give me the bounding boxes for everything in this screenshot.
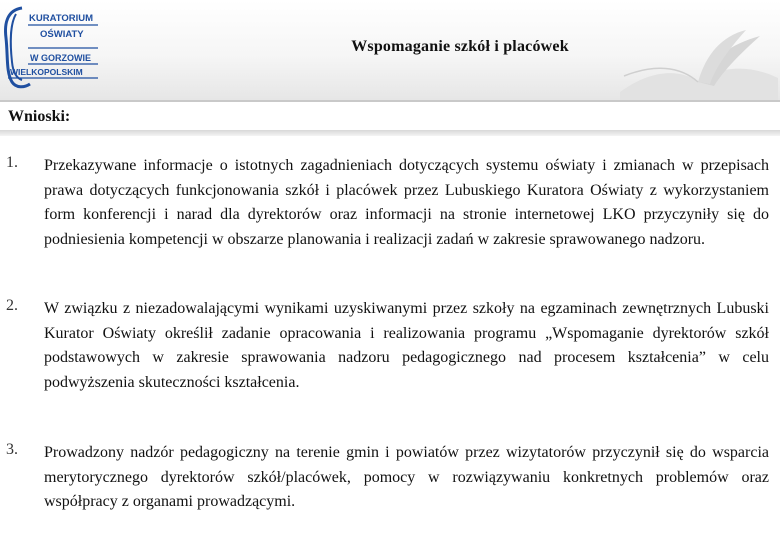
- section-bar: [0, 130, 780, 136]
- section-label: Wnioski:: [8, 108, 71, 125]
- svg-text:KURATORIUM: KURATORIUM: [29, 13, 94, 24]
- svg-text:OŚWIATY: OŚWIATY: [40, 29, 84, 40]
- header-divider: [0, 100, 780, 102]
- item-text: W związku z niezadowalającymi wynikami uzyskiwanymi przez szkoły na egzaminach zewnętrznych Lubuski Kurator Oświaty określił zadanie opracowania i realizowania programu „Wspomaganie dyrektorów szkół podstawowych w zakresie sprawowania nadzoru pedagogicznego nad procesem kształcenia” w celu podwyższenia skuteczności kształcenia.: [44, 300, 769, 391]
- kuratorium-logo: [2, 4, 106, 90]
- slide-header: [0, 0, 780, 100]
- svg-text:WIELKOPOLSKIM: WIELKOPOLSKIM: [10, 67, 83, 77]
- item-number: 2.: [6, 297, 18, 314]
- item-text: Prowadzony nadzór pedagogiczny na terenie gmin i powiatów przez wizytatorów przyczynił się do wsparcia merytorycznego dyrektorów szkół/placówek, pomocy w rozwiązywaniu konkretnych problemów oraz współpracy z organami prowadzącymi.: [44, 444, 769, 510]
- item-text: Przekazywane informacje o istotnych zagadnieniach dotyczących systemu oświaty i zmianach w przepisach prawa dotyczących funkcjonowania szkół i placówek przez Lubuskiego Kuratora Oświaty z wykorzystaniem form konferencji i narad dla dyrektorów oraz informacji na stronie internetowej LKO przyczyniły się do podniesienia kompetencji w obszarze planowania i realizacji zadań w zakresie sprawowanego nadzoru.: [44, 157, 769, 248]
- svg-text:W GORZOWIE: W GORZOWIE: [30, 53, 91, 63]
- slide-title: Wspomaganie szkół i placówek: [351, 38, 569, 55]
- item-number: 1.: [6, 154, 18, 171]
- book-icon: [610, 30, 780, 102]
- item-number: 3.: [6, 441, 18, 458]
